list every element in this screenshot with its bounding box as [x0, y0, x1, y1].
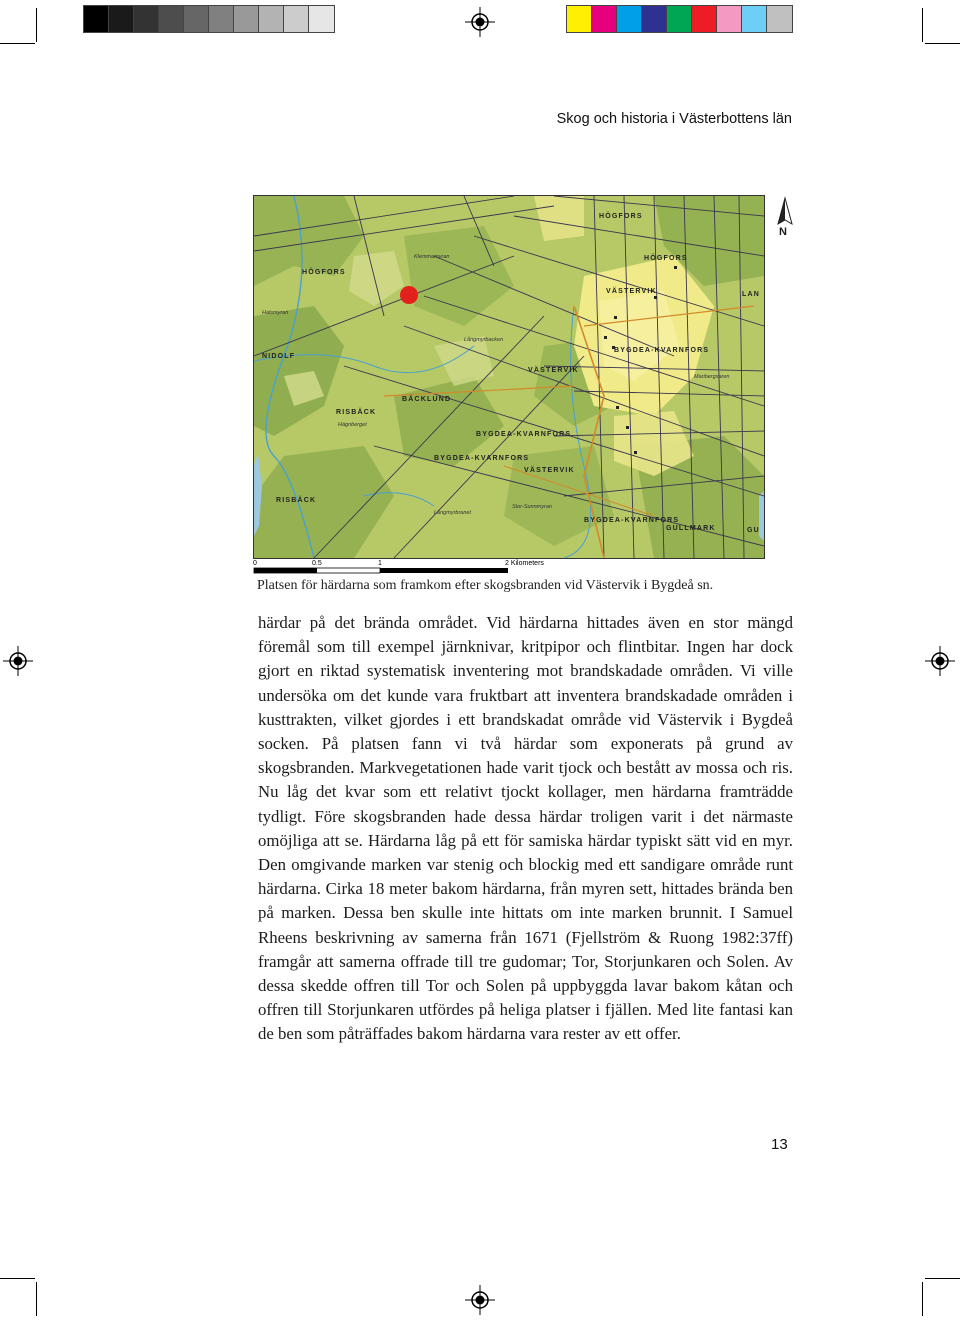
map-graphic — [254, 196, 764, 558]
color-swatch — [717, 6, 742, 32]
registration-mark-icon — [3, 646, 33, 676]
map-label: RISBÄCK — [336, 409, 377, 416]
color-swatch — [567, 6, 592, 32]
map-label: Långmyrbranet — [434, 510, 471, 516]
color-swatch — [109, 6, 134, 32]
scale-label: 0 — [253, 560, 257, 567]
map-label: BÄCKLUND — [402, 396, 452, 403]
map-label: NIDOLF — [262, 353, 296, 360]
scale-label: 2 Kilometers — [505, 560, 544, 567]
map-label: GULLMARK — [666, 525, 716, 532]
scale-label: 0.5 — [312, 560, 322, 567]
registration-mark-icon — [465, 1285, 495, 1315]
map-label: GU — [747, 527, 760, 534]
color-swatch — [617, 6, 642, 32]
registration-mark-icon — [925, 646, 955, 676]
map-label: BYGDEA-KVARNFORS — [614, 347, 710, 354]
color-swatch — [692, 6, 717, 32]
grayscale-color-bar — [83, 5, 335, 33]
map-label: HÖGFORS — [599, 213, 643, 220]
registration-mark-icon — [465, 7, 495, 37]
map-label: HÖGFORS — [644, 255, 688, 262]
map-label: Långmyrbacken — [464, 337, 504, 343]
crop-mark — [0, 1278, 35, 1279]
process-color-bar — [566, 5, 793, 33]
map-label: RISBÄCK — [276, 497, 317, 504]
map-label: VÄSTERVIK — [606, 288, 657, 295]
color-swatch — [234, 6, 259, 32]
color-swatch — [134, 6, 159, 32]
color-swatch — [84, 6, 109, 32]
color-swatch — [184, 6, 209, 32]
color-swatch — [767, 6, 792, 32]
site-map — [253, 195, 765, 559]
crop-mark — [0, 43, 35, 44]
map-scale-bar — [253, 558, 544, 578]
color-swatch — [642, 6, 667, 32]
map-label: Hägnberget — [338, 422, 367, 428]
scale-label: 1 — [378, 560, 382, 567]
color-swatch — [209, 6, 234, 32]
color-swatch — [159, 6, 184, 32]
color-swatch — [742, 6, 767, 32]
north-label: N — [779, 226, 787, 238]
body-paragraph: härdar på det brända området. Vid härdarna hittades även en stor mängd föremål som till exempel järnknivar, kritpipor och flintbitar. Ingen har dock gjort en riktad systematisk inventering mot brandskadade områden. Vi ville undersöka om det kunde vara fruktbart att inventera brandskadade områden i kusttrakten, vilket gjordes i ett brandskadat område vid Västervik i Bygdeå socken. På platsen fann vi två härdar som exponerats på grund av skogsbranden. Markvegetationen hade varit tjock och bestått av mossa och ris. Nu låg det kvar som ett relativt tjockt kollager, men härdarna framträdde tydligt. Före skogsbranden hade dessa härdar troligen varit i det närmaste omöjliga att se. Härdarna låg på ett för samiska härdar typiskt sätt vid en myr. Den omgivande marken var stenig och blockig med ett sandigare område runt härdarna. Cirka 18 meter bakom härdarna, från myren sett, hittades brända ben på marken. Dessa ben skulle inte hittats om inte marken brunnit. I Samuel Rheens beskrivning av samerna från 1671 (Fjellström & Ruong 1982:37ff) framgår att samerna offrade till tre gudomar; Tor, Storjunkaren och Solen. Av dessa skedde offren till Tor och Solen på uppbyggda lavar bakom kåtan och offren till Storjunkaren utfördes på heliga platser i fjällen. Med lite fantasi kan de ben som påträffades bakom härdarna vara rester av ett offer. — [258, 613, 793, 1044]
color-swatch — [309, 6, 334, 32]
site-marker — [400, 286, 418, 304]
crop-mark — [36, 8, 37, 42]
page-number: 13 — [771, 1136, 788, 1153]
crop-mark — [36, 1282, 37, 1316]
color-swatch — [284, 6, 309, 32]
map-label: BYGDEA-KVARNFORS — [476, 431, 572, 438]
map-label: BYGDEA-KVARNFORS — [434, 455, 530, 462]
map-label: HÖGFORS — [302, 269, 346, 276]
color-swatch — [592, 6, 617, 32]
map-label: Stor-Sunnmyran — [512, 504, 552, 510]
crop-mark — [922, 8, 923, 42]
crop-mark — [922, 1282, 923, 1316]
figure-caption: Platsen för härdarna som framkom efter skogsbranden vid Västervik i Bygdeå sn. — [257, 578, 714, 593]
map-label: VÄSTERVIK — [528, 367, 579, 374]
running-header: Skog och historia i Västerbottens län — [556, 111, 792, 127]
color-swatch — [667, 6, 692, 32]
map-label: Klemmamyran — [414, 254, 450, 260]
map-label: VÄSTERVIK — [524, 467, 575, 474]
map-label: LAN — [742, 291, 760, 298]
crop-mark — [925, 1278, 960, 1279]
crop-mark — [925, 43, 960, 44]
map-label: Halsmyran — [262, 310, 289, 316]
map-label: BYGDEA-KVARNFORS — [584, 517, 680, 524]
color-swatch — [259, 6, 284, 32]
map-label: Maribergsaren — [694, 374, 730, 380]
